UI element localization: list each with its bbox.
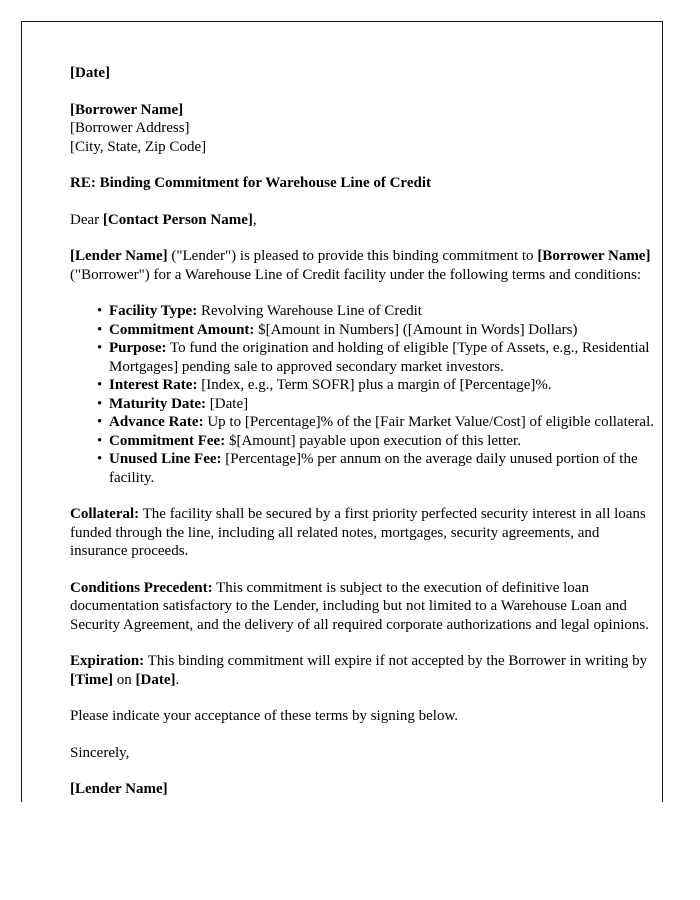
spacer	[70, 229, 660, 247]
spacer	[70, 193, 660, 211]
list-item	[70, 450, 660, 487]
spacer	[70, 726, 660, 744]
term-label: Advance Rate:	[109, 414, 204, 430]
recipient-address: [Borrower Address]	[70, 120, 190, 136]
expiration-text-part-3: .	[175, 671, 180, 688]
section-label: Collateral:	[70, 506, 140, 522]
list-item	[70, 302, 660, 321]
term-value: To fund the origination and holding of eligible [Type of Assets, e.g., Residential Mortgages] pending sale to approved secondary market investors.	[109, 340, 650, 375]
expiration-text-part-2: on	[113, 671, 136, 688]
term-label: Purpose:	[109, 340, 167, 356]
spacer	[70, 634, 660, 652]
spacer	[70, 689, 660, 707]
list-item	[70, 321, 660, 340]
intro-borrower-name: [Borrower Name]	[537, 248, 651, 264]
term-label: Facility Type:	[109, 303, 198, 319]
term-label: Commitment Amount:	[109, 321, 255, 338]
intro-paragraph	[70, 247, 660, 284]
intro-lender-name: [Lender Name]	[70, 248, 168, 264]
recipient-name: [Borrower Name]	[70, 101, 184, 118]
list-item	[70, 432, 660, 451]
letter-body	[70, 64, 660, 799]
acceptance-instruction: Please indicate your acceptance of these terms by signing below.	[70, 708, 459, 724]
expiration-time: [Time]	[70, 671, 114, 688]
term-label: Unused Line Fee:	[109, 451, 222, 467]
list-item	[70, 395, 660, 414]
term-value: [Date]	[206, 395, 249, 412]
term-value: Revolving Warehouse Line of Credit	[197, 303, 422, 319]
recipient-city-state-zip: [City, State, Zip Code]	[70, 138, 207, 155]
expiration-text-part-1: This binding commitment will expire if not accepted by the Borrower in writing by	[144, 653, 648, 669]
signature-lender-name: [Lender Name]	[70, 781, 168, 797]
spacer	[70, 156, 660, 174]
spacer	[70, 561, 660, 579]
term-label: Interest Rate:	[109, 377, 198, 393]
spacer	[70, 762, 660, 780]
term-label: Commitment Fee:	[109, 432, 226, 449]
term-value: [Percentage]% per annum on the average daily unused portion of the facility.	[109, 451, 638, 486]
intro-text-part-2: ("Borrower") for a Warehouse Line of Credit facility under the following terms and conditions:	[70, 266, 642, 283]
term-label: Maturity Date:	[109, 395, 207, 412]
list-item	[70, 413, 660, 432]
expiration-date: [Date]	[135, 671, 176, 688]
list-item	[70, 376, 660, 395]
salutation	[70, 211, 660, 230]
letter-date: [Date]	[70, 65, 110, 81]
spacer	[70, 83, 660, 101]
section-label: Expiration:	[70, 653, 145, 669]
closing-salutation: Sincerely,	[70, 744, 130, 761]
section-expiration	[70, 652, 660, 689]
spacer	[70, 284, 660, 302]
section-conditions-precedent	[70, 579, 660, 635]
salutation-prefix: Dear	[70, 211, 103, 228]
salutation-contact-name: [Contact Person Name]	[102, 211, 253, 228]
document-page	[21, 21, 663, 802]
spacer	[70, 487, 660, 505]
section-text: This commitment is subject to the execution of definitive loan documentation satisfactory to the Lender, including but not limited to a Warehouse Loan and Security Agreement, and the delivery of all required corporate authorizations and legal opinions.	[70, 579, 649, 633]
subject-line: RE: Binding Commitment for Warehouse Line of Credit	[70, 175, 431, 191]
term-value: $[Amount] payable upon execution of this letter.	[225, 432, 521, 449]
list-item	[70, 339, 660, 376]
section-label: Conditions Precedent:	[70, 579, 213, 596]
intro-text-part-1: ("Lender") is pleased to provide this binding commitment to	[167, 248, 538, 264]
recipient-block	[70, 101, 660, 157]
term-value: $[Amount in Numbers] ([Amount in Words] Dollars)	[254, 321, 578, 338]
section-collateral	[70, 505, 660, 561]
term-value: [Index, e.g., Term SOFR] plus a margin of [Percentage]%.	[197, 377, 552, 393]
section-text: The facility shall be secured by a first priority perfected security interest in all loans funded through the line, including all related notes, mortgages, security agreements, and insurance proceeds.	[70, 506, 646, 559]
term-value: Up to [Percentage]% of the [Fair Market Value/Cost] of eligible collateral.	[203, 414, 654, 430]
salutation-suffix: ,	[252, 211, 257, 228]
terms-list	[70, 302, 660, 487]
